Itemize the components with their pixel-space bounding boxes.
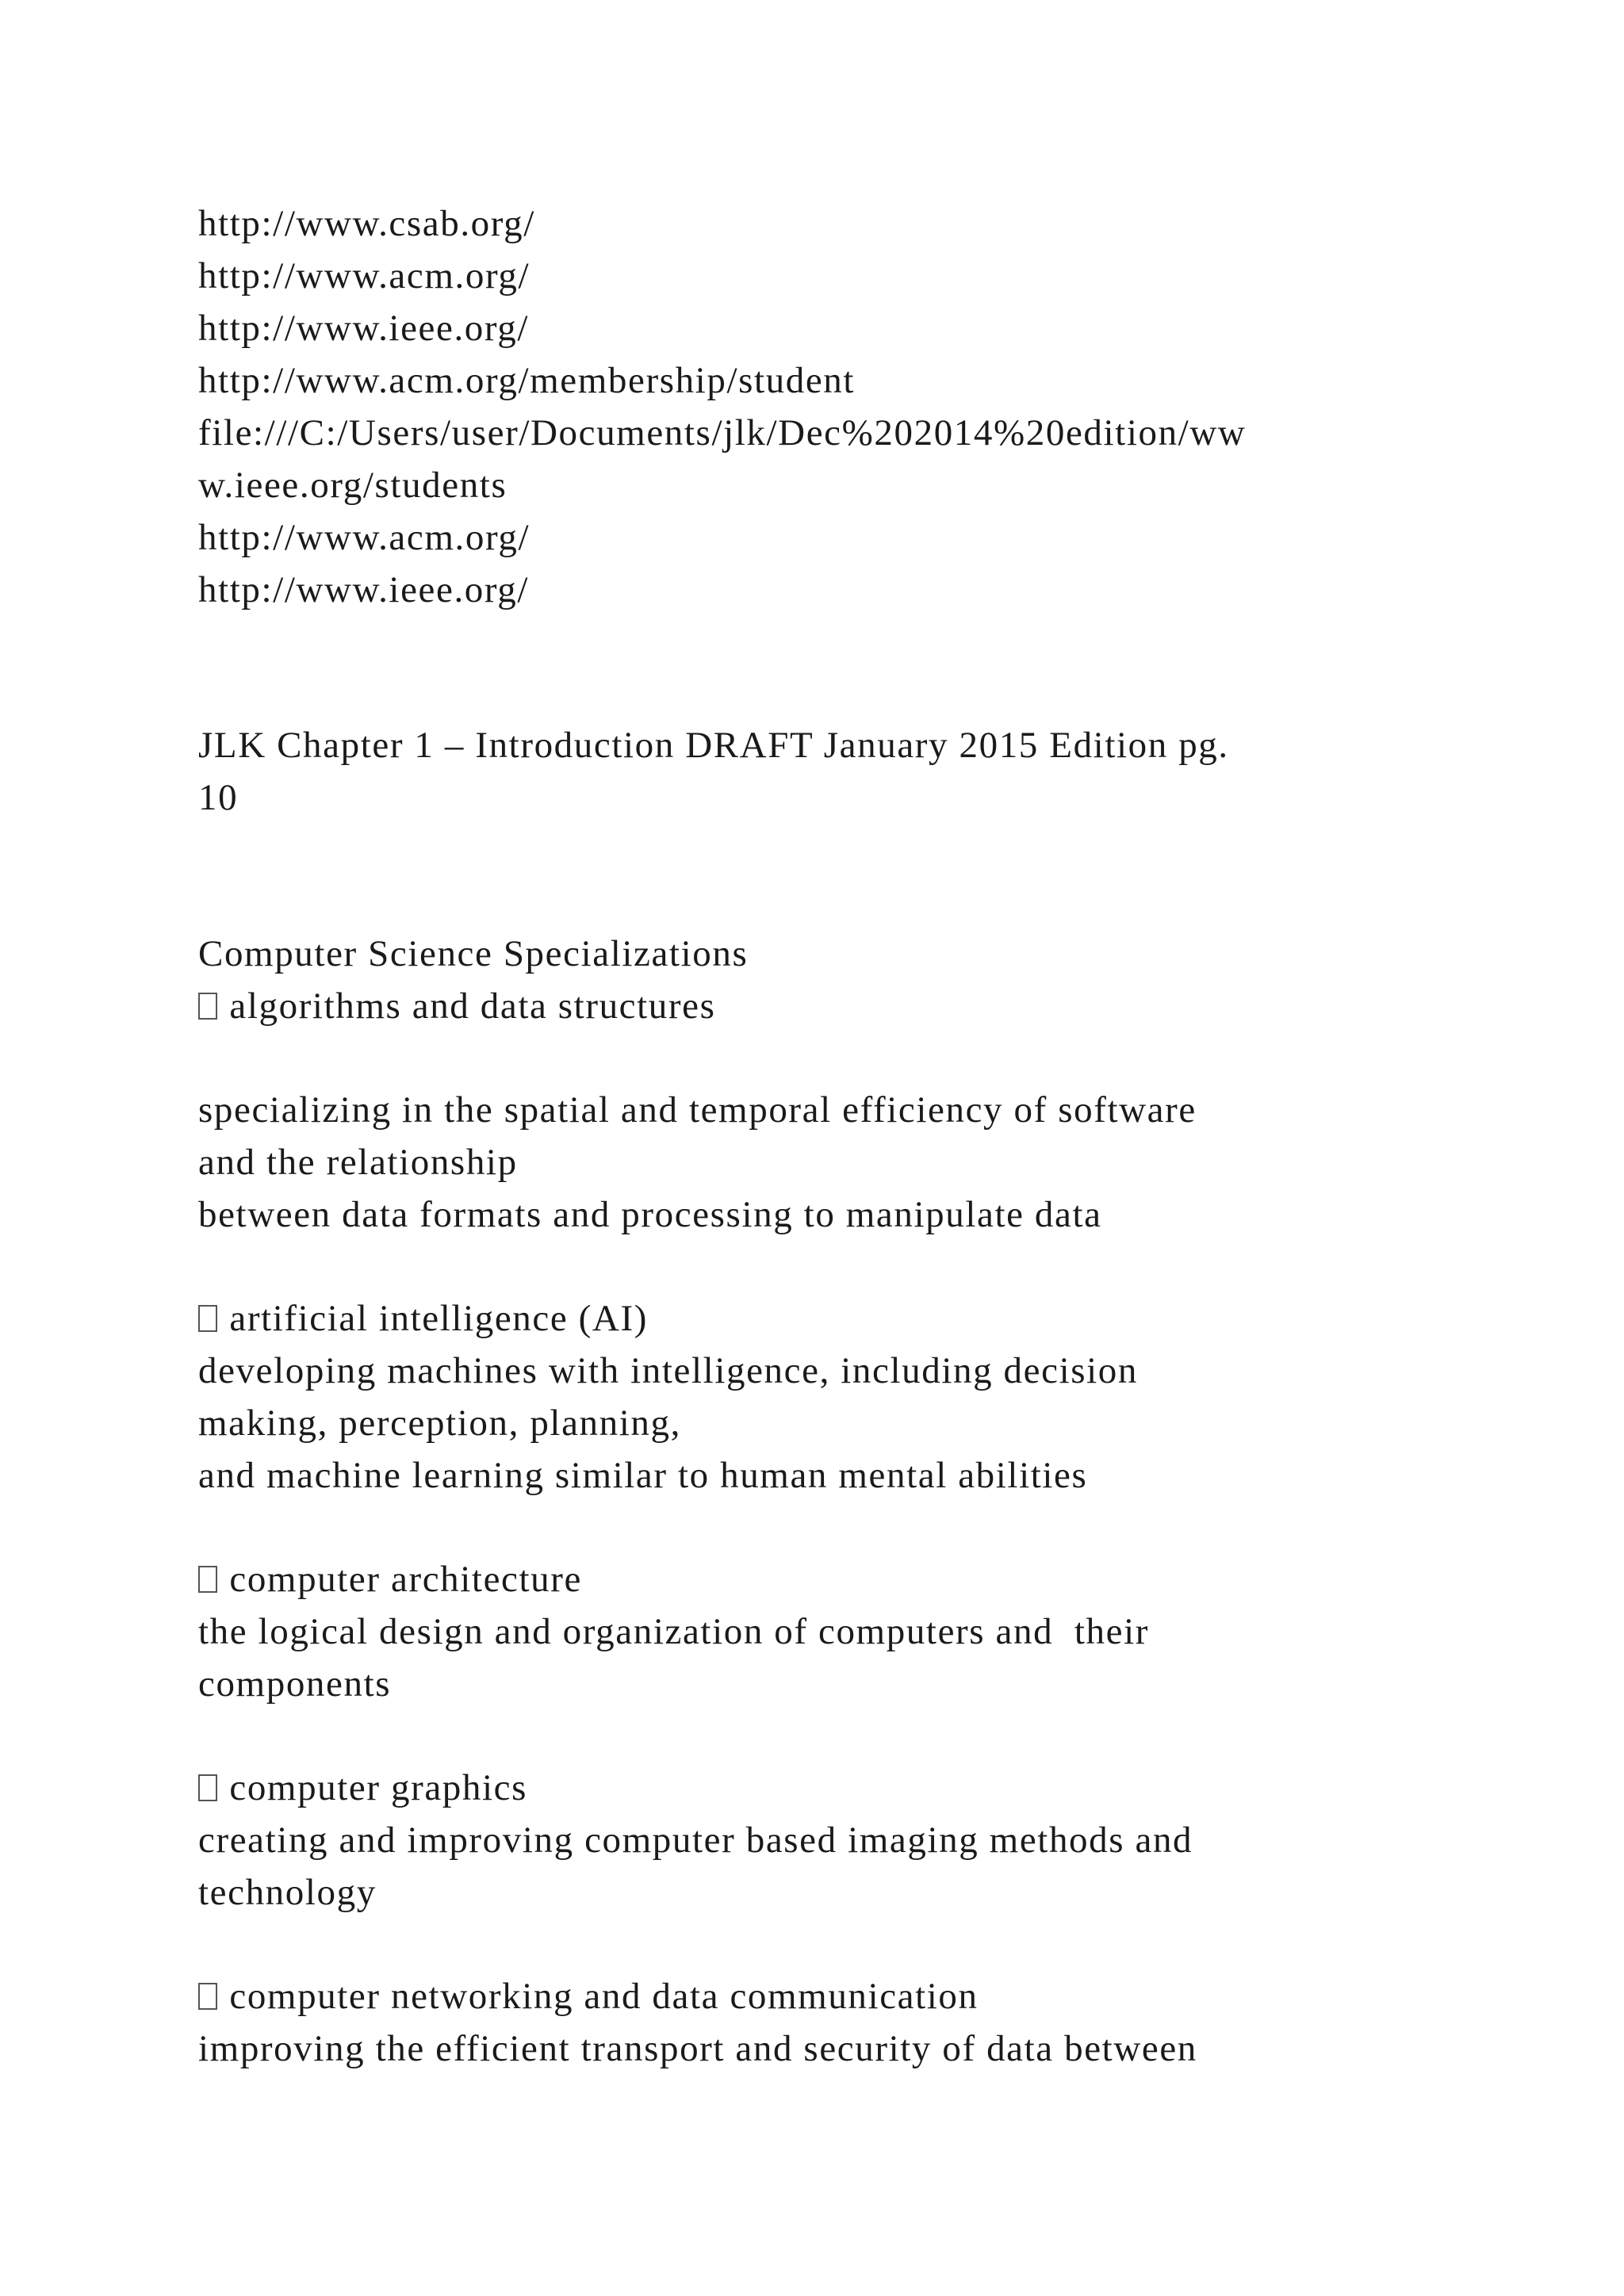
list-item-desc: creating and improving computer based imaging methods and <box>198 1820 1193 1861</box>
section-heading: Computer Science Specializations <box>198 933 749 974</box>
missing-glyph-icon <box>198 993 217 1020</box>
missing-glyph-icon <box>198 1774 217 1801</box>
list-item-title: algorithms and data structures <box>198 982 716 1030</box>
list-item-desc: the logical design and organization of computers and their <box>198 1611 1150 1652</box>
missing-glyph-icon <box>198 1305 217 1332</box>
link-ieee[interactable]: http://www.ieee.org/ <box>198 308 530 349</box>
link-csab[interactable]: http://www.csab.org/ <box>198 203 535 244</box>
link-acm-student[interactable]: http://www.acm.org/membership/student <box>198 360 856 401</box>
list-item-title: computer graphics <box>198 1764 527 1812</box>
link-acm-2[interactable]: http://www.acm.org/ <box>198 517 530 558</box>
list-item-desc: specializing in the spatial and temporal efficiency of software <box>198 1089 1197 1131</box>
list-item-title: computer networking and data communication <box>198 1973 979 2020</box>
list-item-desc: and machine learning similar to human mental abilities <box>198 1455 1088 1496</box>
list-item-desc: developing machines with intelligence, including decision <box>198 1350 1138 1391</box>
list-item-desc: between data formats and processing to manipulate data <box>198 1194 1102 1235</box>
list-item-desc: making, perception, planning, <box>198 1402 681 1444</box>
missing-glyph-icon <box>198 1566 217 1593</box>
list-item-title: artificial intelligence (AI) <box>198 1295 648 1342</box>
list-item-desc: technology <box>198 1872 377 1913</box>
link-acm[interactable]: http://www.acm.org/ <box>198 255 530 297</box>
list-item-desc: components <box>198 1663 392 1705</box>
page-number: 10 <box>198 777 239 818</box>
link-file-path-continued[interactable]: w.ieee.org/students <box>198 465 508 506</box>
list-item-title: computer architecture <box>198 1556 582 1603</box>
list-item-desc: and the relationship <box>198 1142 518 1183</box>
link-ieee-2[interactable]: http://www.ieee.org/ <box>198 569 530 610</box>
missing-glyph-icon <box>198 1983 217 2010</box>
link-file-path[interactable]: file:///C:/Users/user/Documents/jlk/Dec%202014%20edition/ww <box>198 412 1247 453</box>
page-footer-text: JLK Chapter 1 – Introduction DRAFT January 2015 Edition pg. <box>198 725 1229 766</box>
list-item-desc: improving the efficient transport and security of data between <box>198 2028 1197 2069</box>
